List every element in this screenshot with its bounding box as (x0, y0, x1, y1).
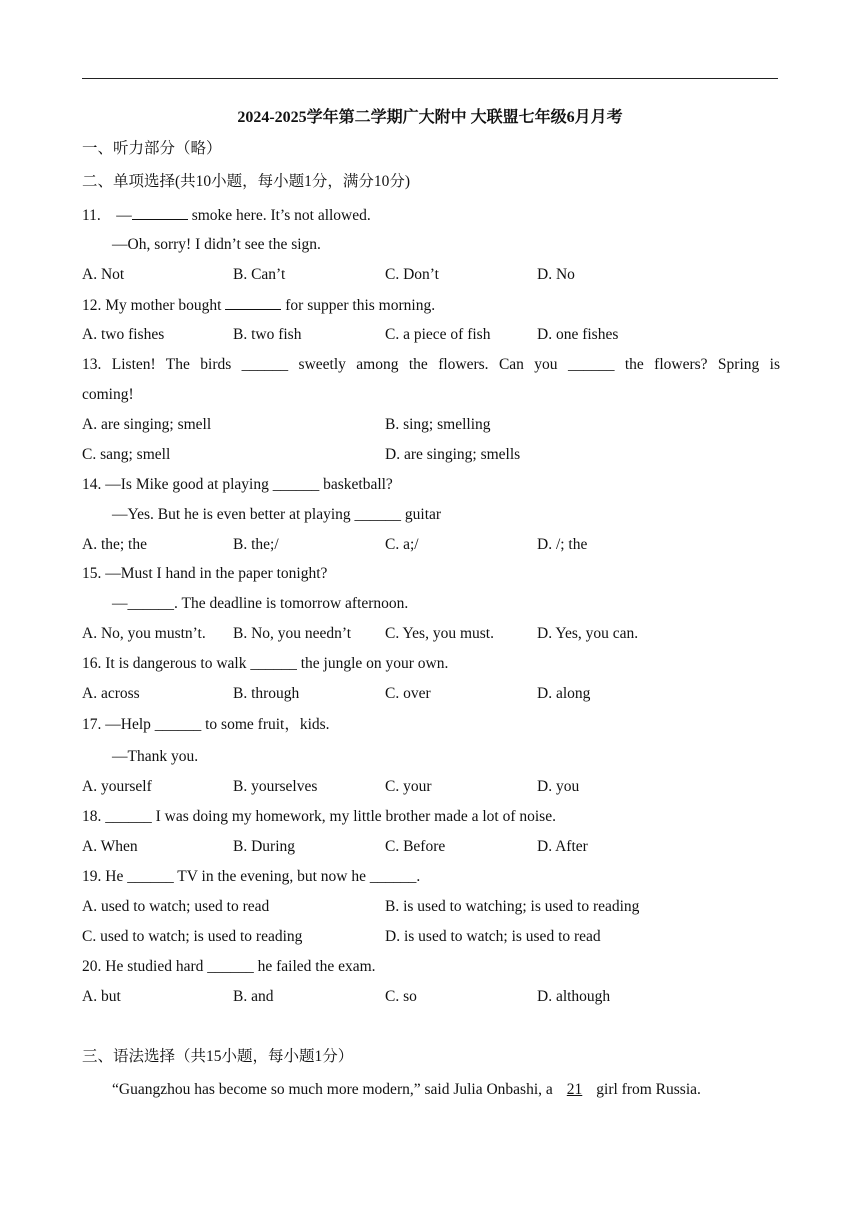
header-rule (82, 78, 778, 79)
question-14-reply: —Yes. But he is even better at playing ______ guitar (112, 506, 442, 523)
q16-option-a: A. across (82, 685, 140, 702)
question-11-stem (82, 205, 371, 226)
question-16-stem: 16. It is dangerous to walk ______ the jungle on your own. (82, 655, 449, 672)
question-13-stem-line2: coming! (82, 386, 134, 403)
q19-option-c: C. used to watch; is used to reading (82, 928, 303, 945)
q15-option-c: C. Yes, you must. (385, 625, 494, 642)
q20-option-a: A. but (82, 988, 121, 1005)
q12-stem-pre: 12. My mother bought (82, 297, 226, 314)
q17-option-a: A. yourself (82, 778, 152, 795)
q17-option-d: D. you (537, 778, 580, 795)
q12-option-c: C. a piece of fish (385, 326, 491, 343)
q20-option-d: D. although (537, 988, 611, 1005)
q20-option-c: C. so (385, 988, 417, 1005)
q15-option-b: B. No, you needn’t (233, 625, 352, 642)
q11-stem-post: smoke here. It’s not allowed. (187, 207, 371, 224)
q18-option-a: A. When (82, 838, 138, 855)
question-17-reply: —Thank you. (112, 748, 199, 765)
q19-option-d: D. is used to watch; is used to read (385, 928, 601, 945)
q14-option-c: C. a;/ (385, 536, 419, 553)
blank-21: 21 (566, 1081, 583, 1098)
q13-option-c: C. sang; smell (82, 446, 171, 463)
q15-option-d: D. Yes, you can. (537, 625, 639, 642)
q19-option-a: A. used to watch; used to read (82, 898, 270, 915)
q18-option-b: B. During (233, 838, 295, 855)
q17-option-c: C. your (385, 778, 432, 795)
answer-blank (225, 295, 281, 310)
question-14-stem: 14. —Is Mike good at playing ______ basketball? (82, 476, 393, 493)
q12-stem-post: for supper this morning. (281, 297, 436, 314)
question-18-stem: 18. ______ I was doing my homework, my little brother made a lot of noise. (82, 808, 556, 825)
answer-blank (132, 205, 188, 220)
q11-option-c: C. Don’t (385, 266, 439, 283)
question-15-reply: —______. The deadline is tomorrow afternoon. (112, 595, 409, 612)
exam-title: 2024-2025学年第二学期广大附中 大联盟七年级6月月考 (237, 109, 623, 126)
question-19-stem: 19. He ______ TV in the evening, but now he ______. (82, 868, 421, 885)
q19-option-b: B. is used to watching; is used to reading (385, 898, 640, 915)
q16-option-b: B. through (233, 685, 300, 702)
passage-first-line (112, 1080, 701, 1100)
q11-stem-pre: 11. — (82, 207, 132, 224)
question-15-stem: 15. —Must I hand in the paper tonight? (82, 565, 328, 582)
q11-option-a: A. Not (82, 266, 125, 283)
question-20-stem: 20. He studied hard ______ he failed the exam. (82, 958, 376, 975)
q14-option-a: A. the; the (82, 536, 147, 553)
question-12-stem (82, 295, 435, 316)
question-17-stem: 17. —Help ______ to some fruit，kids. (82, 716, 330, 733)
passage-text-post: girl from Russia. (596, 1081, 701, 1098)
q14-option-b: B. the;/ (233, 536, 279, 553)
q16-option-d: D. along (537, 685, 591, 702)
q13-option-d: D. are singing; smells (385, 446, 521, 463)
q12-option-a: A. two fishes (82, 326, 165, 343)
q11-option-d: D. No (537, 266, 575, 283)
q13-option-b: B. sing; smelling (385, 416, 491, 433)
q11-option-b: B. Can’t (233, 266, 286, 283)
passage-text-pre: “Guangzhou has become so much more modern,” said Julia Onbashi, a (112, 1081, 553, 1098)
q20-option-b: B. and (233, 988, 274, 1005)
q18-option-d: D. After (537, 838, 588, 855)
q15-option-a: A. No, you mustn’t. (82, 625, 206, 642)
q18-option-c: C. Before (385, 838, 446, 855)
question-13-stem-line1: 13. Listen! The birds ______ sweetly among the flowers. Can you ______ the flowers? Spring is (82, 356, 780, 373)
q12-option-b: B. two fish (233, 326, 302, 343)
q17-option-b: B. yourselves (233, 778, 318, 795)
section-single-choice: 二、单项选择(共10小题，每小题1分，满分10分) (82, 173, 411, 190)
q12-option-d: D. one fishes (537, 326, 619, 343)
q14-option-d: D. /; the (537, 536, 588, 553)
section-listening: 一、听力部分（略） (82, 140, 222, 157)
q13-option-a: A. are singing; smell (82, 416, 212, 433)
question-11-reply: —Oh, sorry! I didn’t see the sign. (112, 236, 321, 253)
q16-option-c: C. over (385, 685, 431, 702)
section-grammar-choice: 三、语法选择（共15小题，每小题1分） (82, 1048, 354, 1065)
